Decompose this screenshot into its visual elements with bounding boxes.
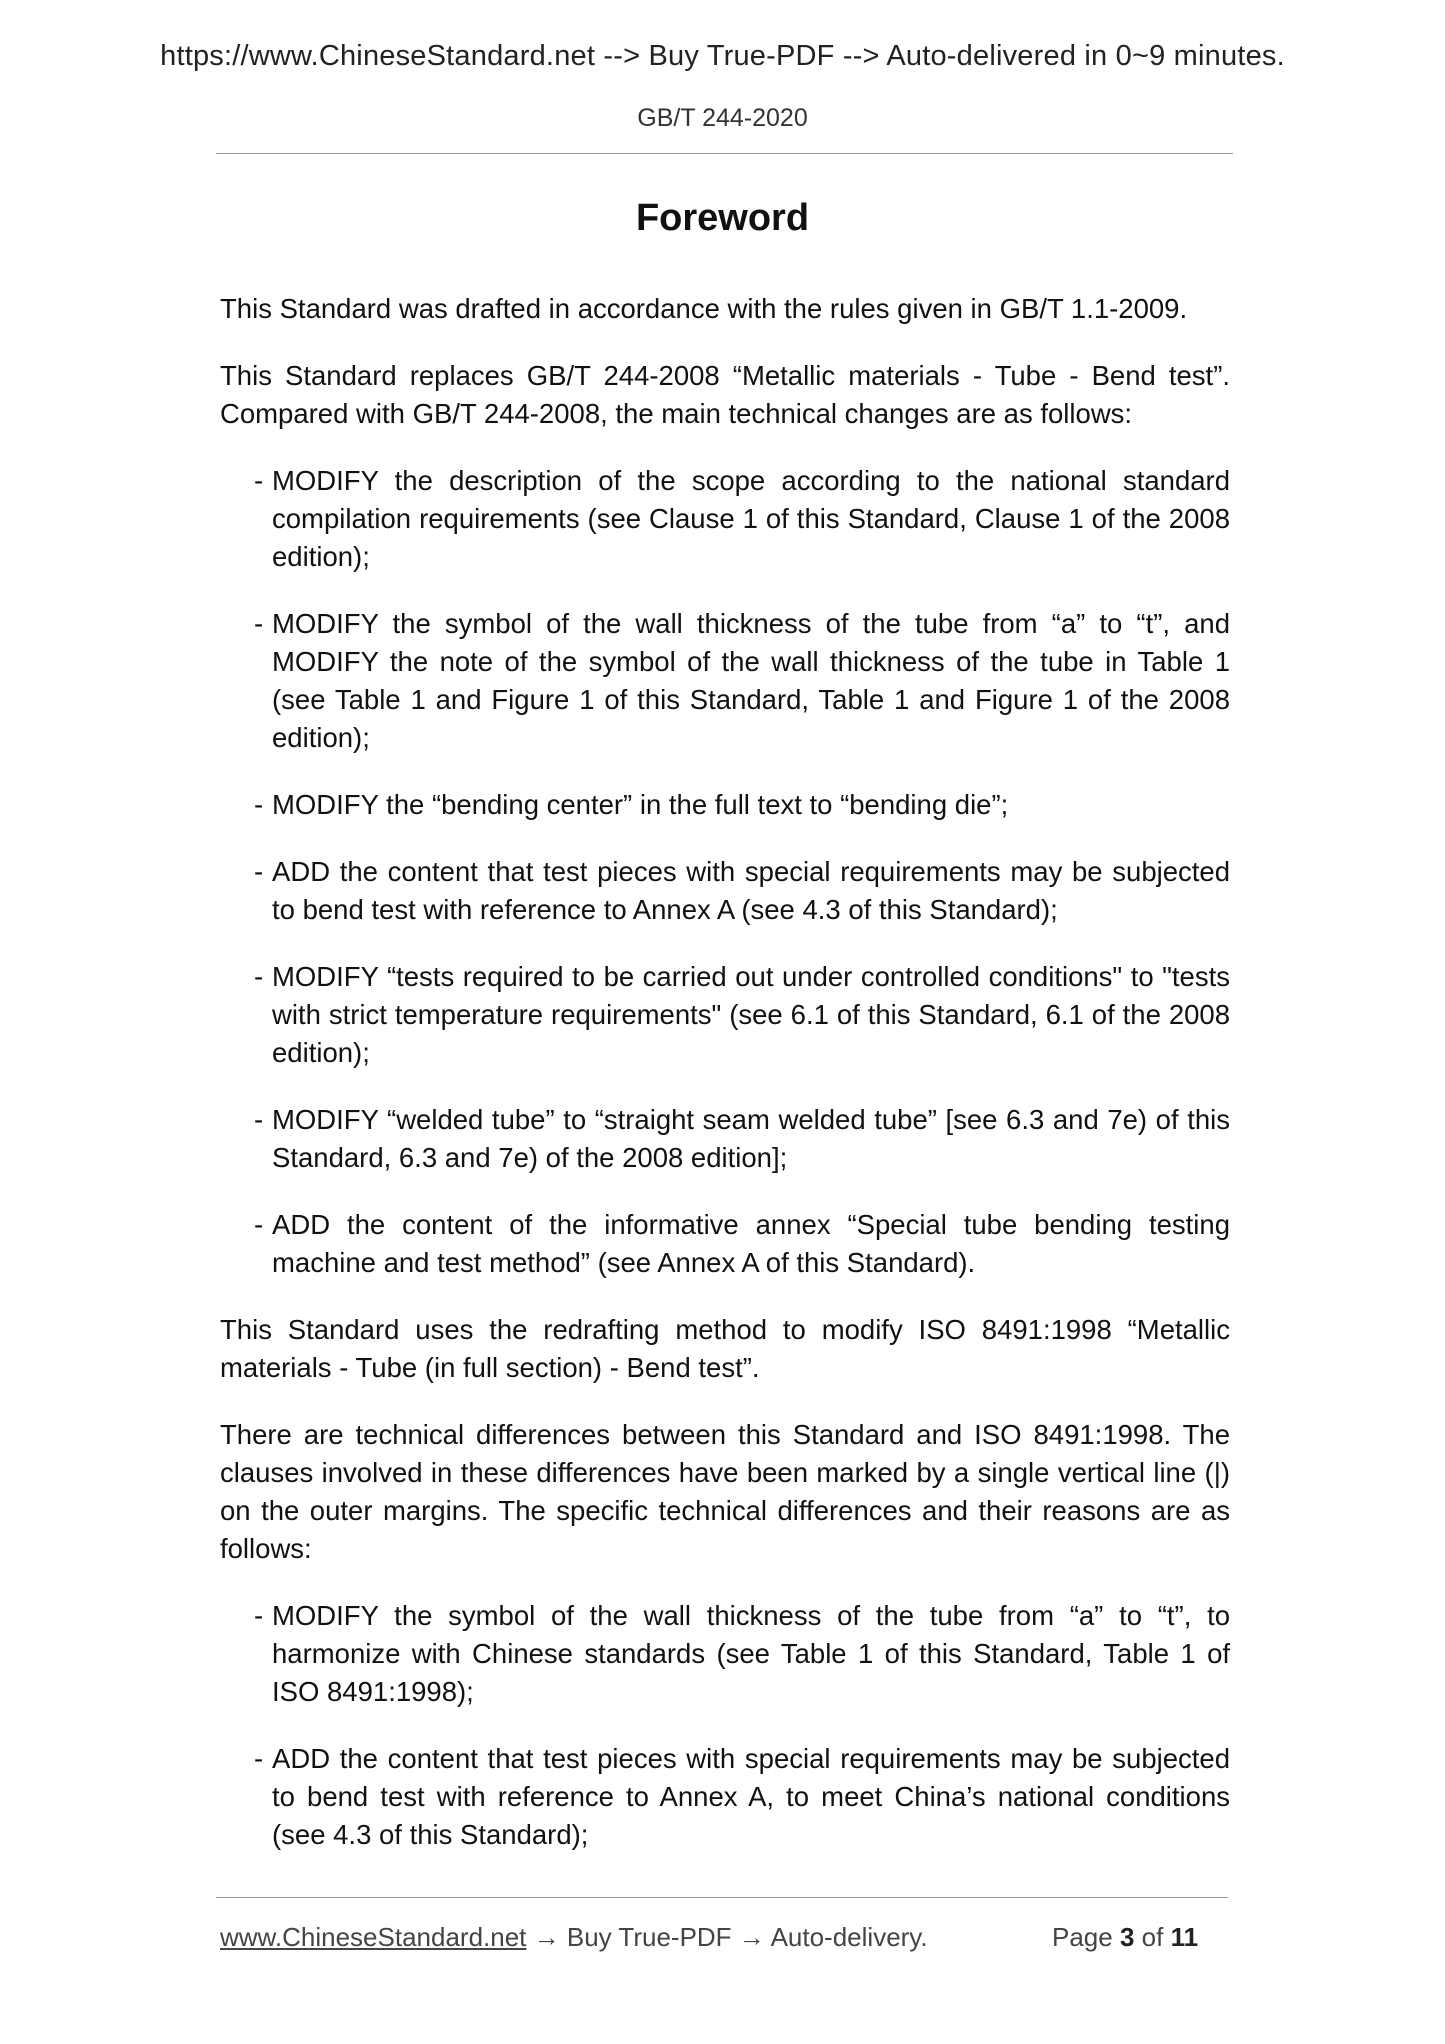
list-dash: - (254, 789, 264, 820)
list-item-text: MODIFY the symbol of the wall thickness of the tube from “a” to “t”, to harmonize with Chinese standards (see Table 1 of this Standard, Table 1 of ISO 8491:1998); (272, 1600, 1230, 1707)
list-item (220, 853, 1230, 929)
website-link[interactable]: www.ChineseStandard.net (220, 1922, 527, 1952)
list-item-text: ADD the content that test pieces with special requirements may be subjected to bend test with reference to Annex A, to meet China’s national conditions (see 4.3 of this Standard); (272, 1743, 1230, 1850)
paragraph-replaces: This Standard replaces GB/T 244-2008 “Metallic materials - Tube - Bend test”. Compared with GB/T 244-2008, the main technical changes are as follows: (220, 360, 1230, 429)
list-item (220, 605, 1230, 757)
list-item (220, 1206, 1230, 1282)
list-dash: - (254, 1600, 264, 1631)
of-label: of (1141, 1922, 1164, 1952)
header-divider (216, 153, 1233, 154)
paragraph-technical-differences: There are technical differences between this Standard and ISO 8491:1998. The clauses involved in these differences have been marked by a single vertical line (|) on the outer margins. The specific technical differences and their reasons are as follows: (220, 1419, 1230, 1564)
list-item (220, 958, 1230, 1072)
list-item-text: MODIFY “tests required to be carried out under controlled conditions" to "tests with strict temperature requirements" (see 6.1 of this Standard, 6.1 of the 2008 edition); (272, 961, 1230, 1068)
list-dash: - (254, 1104, 264, 1135)
list-item (220, 1740, 1230, 1854)
list-item-text: MODIFY “welded tube” to “straight seam welded tube” [see 6.3 and 7e) of this Standard, 6.3 and 7e) of the 2008 edition]; (272, 1104, 1230, 1173)
source-banner: https://www.ChineseStandard.net --> Buy True-PDF --> Auto-delivered in 0~9 minutes. (160, 40, 1285, 72)
total-pages: 11 (1170, 1922, 1199, 1952)
list-dash: - (254, 465, 264, 496)
list-item-text: ADD the content of the informative annex “Special tube bending testing machine and test method” (see Annex A of this Standard). (272, 1209, 1230, 1278)
current-page: 3 (1119, 1922, 1135, 1952)
list-dash: - (254, 1743, 264, 1774)
list-item-text: MODIFY the description of the scope according to the national standard compilation requirements (see Clause 1 of this Standard, Clause 1 of the 2008 edition); (272, 465, 1230, 572)
paragraph-drafting-rules: This Standard was drafted in accordance with the rules given in GB/T 1.1-2009. (220, 293, 1188, 324)
list-dash: - (254, 856, 264, 887)
list-item (220, 1597, 1230, 1711)
page-label: Page (1052, 1922, 1113, 1952)
technical-changes-list (220, 462, 1230, 1282)
page-title: Foreword (635, 197, 810, 239)
list-item-text: MODIFY the symbol of the wall thickness of the tube from “a” to “t”, and MODIFY the note of the symbol of the wall thickness of the tube in Table 1 (see Table 1 and Figure 1 of this Standard, Table 1 and Figure 1 of the 2008 edition); (272, 608, 1230, 753)
footer-tagline: → Buy True-PDF → Auto-delivery. (526, 1922, 928, 1952)
list-item (220, 1101, 1230, 1177)
list-dash: - (254, 961, 264, 992)
list-item-text: MODIFY the “bending center” in the full text to “bending die”; (272, 789, 1009, 820)
document-code: GB/T 244-2020 (637, 104, 808, 132)
list-dash: - (254, 608, 264, 639)
footer-divider (216, 1897, 1228, 1898)
foreword-body (220, 290, 1230, 1883)
list-item-text: ADD the content that test pieces with special requirements may be subjected to bend test with reference to Annex A (see 4.3 of this Standard); (272, 856, 1230, 925)
list-item (220, 462, 1230, 576)
technical-differences-list (220, 1597, 1230, 1854)
footer-source (220, 1922, 928, 1953)
page-number (1052, 1922, 1198, 1953)
list-item (220, 786, 1230, 824)
paragraph-redrafting-method: This Standard uses the redrafting method to modify ISO 8491:1998 “Metallic materials - Tube (in full section) - Bend test”. (220, 1314, 1230, 1383)
list-dash: - (254, 1209, 264, 1240)
